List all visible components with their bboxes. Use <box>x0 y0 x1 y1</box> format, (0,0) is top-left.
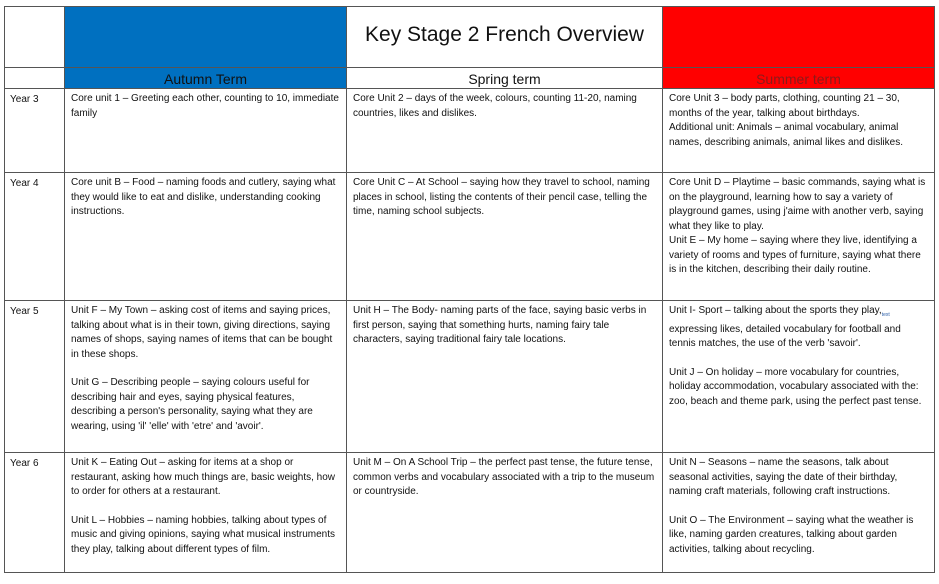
unit-text: Unit G – Describing people – saying colours useful for describing hair and eyes, saying physical features, describing a person's personality, saying what they are wearing, using 'il' 'elle' with 'etre' and 'avoir'. <box>71 377 313 432</box>
unit-text: Unit O – The Environment – saying what the weather is like, naming garden creatures, talking about garden activities, talking about recycling. <box>669 514 914 555</box>
unit-text: Unit J – On holiday – more vocabulary for countries, holiday accommodation, vocabulary associated with the: zoo, beach and theme park, using the perfect past tense. <box>669 366 922 407</box>
unit-text: expressing likes, detailed vocabulary for football and tennis matches, the use of the verb 'savoir'. <box>669 323 901 349</box>
spring-term-header: Spring term <box>347 68 663 89</box>
autumn-cell <box>65 89 347 173</box>
spring-cell <box>347 173 663 301</box>
unit-text: Core unit B – Food – naming foods and cutlery, saying what they would like to eat and dislike, understanding cooking instructions. <box>71 177 336 217</box>
summer-term-header: Summer term <box>663 68 935 89</box>
autumn-term-header: Autumn Term <box>65 68 347 89</box>
unit-text: Unit N – Seasons – name the seasons, talk about seasonal activities, saying the date of their birthday, naming craft materials, following craft instructions. <box>669 457 898 497</box>
spring-cell <box>347 301 663 453</box>
unit-text: Core Unit 3 – body parts, clothing, counting 21 – 30, months of the year, talking about birthdays. <box>669 93 900 119</box>
autumn-color-block <box>65 7 347 68</box>
autumn-cell <box>65 453 347 573</box>
unit-text: Unit H – The Body- naming parts of the face, saying basic verbs in first person, saying that something hurts, naming fairy tale characters, saying traditional fairy tale locations. <box>353 305 647 345</box>
autumn-cell <box>65 301 347 453</box>
year-row <box>5 89 935 173</box>
summer-cell <box>663 89 935 173</box>
unit-text <box>669 304 930 323</box>
corner-cell <box>5 7 65 68</box>
year-label: Year 4 <box>5 173 65 301</box>
unit-text-part: Unit I- Sport – talking about the sports they play, <box>669 305 882 316</box>
year-label: Year 6 <box>5 453 65 573</box>
term-header-row <box>5 68 935 89</box>
term-corner-cell <box>5 68 65 89</box>
unit-text: Core Unit D – Playtime – basic commands, saying what is on the playground, learning how to say a variety of playground games, using j'aime with another verb, saying what they like to play. <box>669 177 926 232</box>
unit-text: Core Unit 2 – days of the week, colours, counting 11-20, naming countries, likes and dislikes. <box>353 93 637 119</box>
summer-cell <box>663 453 935 573</box>
year-row <box>5 173 935 301</box>
header-color-row <box>5 7 935 68</box>
unit-text: Additional unit: Animals – animal vocabulary, animal names, describing animals, animal likes and dislikes. <box>669 122 903 148</box>
autumn-cell <box>65 173 347 301</box>
title-cell <box>347 7 663 68</box>
unit-text: Unit K – Eating Out – asking for items at a shop or restaurant, asking how much things are, basic weights, how to order for others at a restaurant. <box>71 457 336 497</box>
summer-cell <box>663 173 935 301</box>
summer-cell <box>663 301 935 453</box>
unit-text: Unit E – My home – saying where they live, identifying a variety of rooms and types of furniture, saying what there is in the kitchen, describing their daily routine. <box>669 235 921 275</box>
page-title: Key Stage 2 French Overview <box>365 22 644 46</box>
year-label: Year 5 <box>5 301 65 453</box>
year-row <box>5 301 935 453</box>
unit-text: Core unit 1 – Greeting each other, counting to 10, immediate family <box>71 93 339 119</box>
spring-cell <box>347 89 663 173</box>
year-label: Year 3 <box>5 89 65 173</box>
unit-text: Unit L – Hobbies – naming hobbies, talking about types of music and giving opinions, saying what musical instruments they play, talking about different types of film. <box>71 514 336 555</box>
comment-marker: text <box>881 312 890 318</box>
unit-text: Unit M – On A School Trip – the perfect past tense, the future tense, common verbs and vocabulary associated with a trip to the museum or countryside. <box>353 457 655 497</box>
french-overview-table <box>4 6 935 573</box>
unit-text: Unit F – My Town – asking cost of items and saying prices, talking about what is in their town, giving directions, saying names of shops, saying names of items that can be bought in these shops. <box>71 305 333 360</box>
unit-text: Core Unit C – At School – saying how they travel to school, naming places in school, listing the contents of their pencil case, telling the time, naming school subjects. <box>353 177 650 217</box>
summer-color-block <box>663 7 935 68</box>
year-row <box>5 453 935 573</box>
spring-cell <box>347 453 663 573</box>
